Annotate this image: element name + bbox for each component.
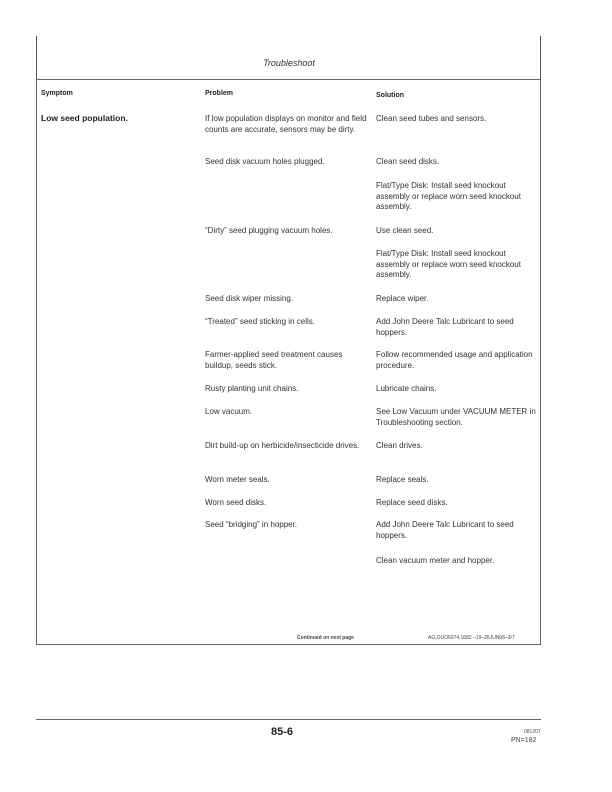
solution-cell: Flat/Type Disk: Install seed knockout assembly or replace worn seed knockout assembly.: [376, 181, 521, 211]
problem-cell: Seed “bridging” in hopper.: [205, 520, 298, 529]
problem-cell: Low vacuum.: [205, 407, 253, 416]
reference-code: AG,OUO6074,1682 –19–26JUN06–3/7: [428, 635, 515, 641]
problem-cell: Dirt build-up on herbicide/insecticide drives.: [205, 441, 360, 450]
header-solution: Solution: [376, 92, 404, 99]
solution-cell: Clean seed tubes and sensors.: [376, 114, 487, 123]
problem-cell: “Treated” seed sticking in cells.: [205, 317, 315, 326]
problem-cell: Seed disk vacuum holes plugged.: [205, 157, 325, 166]
solution-cell: Clean seed disks.: [376, 157, 440, 166]
continued-note: Continued on next page: [297, 635, 354, 641]
problem-cell: Seed disk wiper missing.: [205, 294, 294, 303]
solution-cell: Replace wiper.: [376, 294, 429, 303]
problem-cell: If low population displays on monitor and field counts are accurate, sensors may be dirty.: [205, 114, 367, 134]
header-symptom: Symptom: [41, 90, 73, 97]
solution-cell: Lubricate chains.: [376, 384, 437, 393]
pn-number: PN=182: [511, 737, 537, 744]
page-number: 85-6: [271, 726, 294, 738]
section-title: Troubleshoot: [263, 58, 315, 68]
header-problem: Problem: [205, 90, 234, 97]
problem-cell: Rusty planting unit chains.: [205, 384, 299, 393]
problem-cell: Worn seed disks.: [205, 498, 267, 507]
solution-cell: Clean drives.: [376, 441, 423, 450]
solution-cell: Clean vacuum meter and hopper.: [376, 556, 495, 565]
solution-cell: Replace seed disks.: [376, 498, 448, 507]
solution-cell: Replace seals.: [376, 475, 429, 484]
solution-cell: Add John Deere Talc Lubricant to seed hoppers.: [376, 520, 514, 540]
footer-rule: [36, 719, 541, 720]
solution-cell: Add John Deere Talc Lubricant to seed hoppers.: [376, 317, 514, 337]
solution-cell: Use clean seed.: [376, 226, 434, 235]
problem-cell: Worn meter seals.: [205, 475, 270, 484]
problem-cell: Farmer-applied seed treatment causes buildup, seeds stick.: [205, 350, 343, 370]
solution-cell: Follow recommended usage and application procedure.: [376, 350, 533, 370]
problem-cell: “Dirty” seed plugging vacuum holes.: [205, 226, 333, 235]
solution-cell: Flat/Type Disk: Install seed knockout assembly or replace worn seed knockout assembly.: [376, 249, 521, 279]
symptom-text: Low seed population.: [41, 113, 128, 123]
solution-cell: See Low Vacuum under VACUUM METER in Troubleshooting section.: [376, 407, 536, 427]
date-code: 081207: [524, 729, 541, 735]
